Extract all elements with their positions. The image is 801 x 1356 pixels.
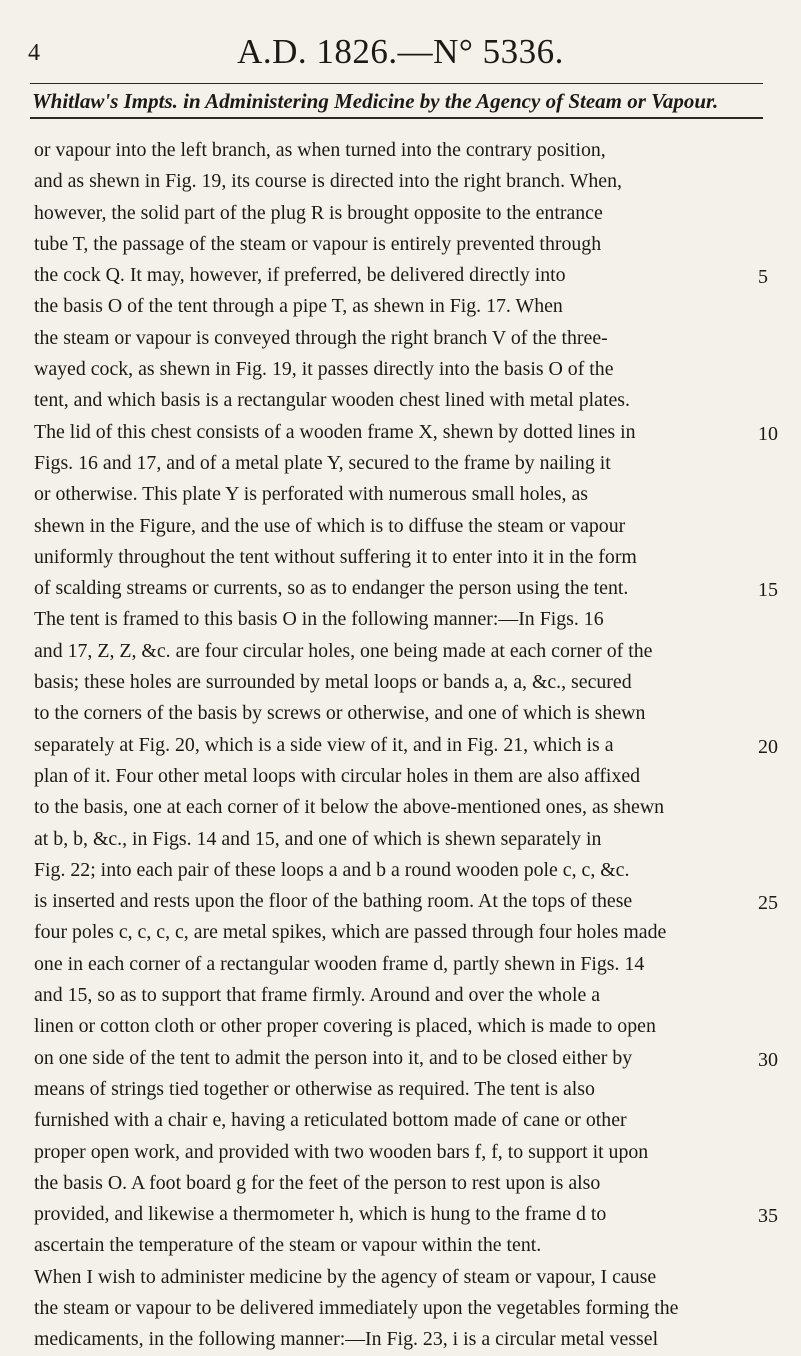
- text-line: tent, and which basis is a rectangular wooden chest lined with metal plates.: [34, 389, 630, 412]
- text-line: medicaments, in the following manner:—In Fig. 23, i is a circular metal vessel: [34, 1328, 659, 1351]
- text-line: on one side of the tent to admit the person into it, and to be closed either by: [34, 1046, 633, 1069]
- margin-line-number: 10: [758, 422, 778, 445]
- text-line: to the basis, one at each corner of it below the above-mentioned ones, as shewn: [34, 796, 665, 819]
- margin-line-number: 30: [758, 1048, 778, 1071]
- text-line: ascertain the temperature of the steam or vapour within the tent.: [34, 1234, 542, 1257]
- text-line: When I wish to administer medicine by the agency of steam or vapour, I cause: [34, 1265, 657, 1288]
- text-line: however, the solid part of the plug R is brought opposite to the entrance: [34, 201, 603, 224]
- text-line: and 15, so as to support that frame firmly. Around and over the whole a: [34, 984, 601, 1007]
- text-line: or vapour into the left branch, as when turned into the contrary position,: [34, 139, 606, 161]
- margin-line-number: 15: [758, 579, 778, 602]
- margin-line-number: 20: [758, 735, 778, 758]
- text-line: means of strings tied together or otherwise as required. The tent is also: [34, 1077, 595, 1100]
- text-line: Fig. 22; into each pair of these loops a and b a round wooden pole c, c, &c.: [34, 858, 630, 881]
- text-line: the steam or vapour is conveyed through the right branch V of the three-: [34, 326, 608, 349]
- margin-line-number: 5: [758, 266, 768, 289]
- text-line: and as shewn in Fig. 19, its course is directed into the right branch. When,: [34, 170, 622, 193]
- text-line: the basis O of the tent through a pipe T, as shewn in Fig. 17. When: [34, 295, 563, 318]
- text-line: at b, b, &c., in Figs. 14 and 15, and one of which is shewn separately in: [34, 827, 602, 850]
- text-line: four poles c, c, c, c, are metal spikes, which are passed through four holes made: [34, 921, 667, 944]
- text-line: linen or cotton cloth or other proper covering is placed, which is made to open: [34, 1015, 656, 1038]
- text-line: tube T, the passage of the steam or vapour is entirely prevented through: [34, 232, 602, 255]
- text-line: separately at Fig. 20, which is a side view of it, and in Fig. 21, which is a: [34, 733, 614, 756]
- text-line: the basis O. A foot board g for the feet of the person to rest upon is also: [34, 1171, 601, 1194]
- margin-line-number: 35: [758, 1205, 778, 1228]
- margin-line-number: 25: [758, 892, 778, 915]
- text-line: the cock Q. It may, however, if preferred, be delivered directly into: [34, 264, 566, 287]
- text-line: furnished with a chair e, having a reticulated bottom made of cane or other: [34, 1109, 627, 1132]
- text-line: proper open work, and provided with two wooden bars f, f, to support it upon: [34, 1140, 649, 1163]
- text-line: The tent is framed to this basis O in the following manner:—In Figs. 16: [34, 608, 604, 631]
- text-line: wayed cock, as shewn in Fig. 19, it passes directly into the basis O of the: [34, 358, 614, 381]
- text-line: or otherwise. This plate Y is perforated with numerous small holes, as: [34, 483, 588, 506]
- text-line: basis; these holes are surrounded by metal loops or bands a, a, &c., secured: [34, 671, 632, 694]
- page-number: 4: [28, 40, 40, 66]
- header-rule-top: [30, 83, 763, 84]
- text-line: to the corners of the basis by screws or otherwise, and one of which is shewn: [34, 702, 646, 725]
- text-line: the steam or vapour to be delivered immediately upon the vegetables forming the: [34, 1296, 679, 1319]
- text-line: uniformly throughout the tent without suffering it to enter into it in the form: [34, 545, 637, 568]
- text-line: is inserted and rests upon the floor of the bathing room. At the tops of these: [34, 890, 633, 913]
- text-line: Figs. 16 and 17, and of a metal plate Y, secured to the frame by nailing it: [34, 451, 611, 474]
- text-line: one in each corner of a rectangular wooden frame d, partly shewn in Figs. 14: [34, 952, 645, 975]
- header-rule-bottom: [30, 117, 763, 119]
- body-text: [34, 135, 760, 1356]
- text-line: and 17, Z, Z, &c. are four circular holes, one being made at each corner of the: [34, 639, 653, 662]
- running-title: Whitlaw's Impts. in Administering Medicine by the Agency of Steam or Vapour.: [32, 89, 719, 113]
- text-line: of scalding streams or currents, so as to endanger the person using the tent.: [34, 577, 629, 600]
- text-line: The lid of this chest consists of a wooden frame X, shewn by dotted lines in: [34, 420, 636, 443]
- text-line: shewn in the Figure, and the use of which is to diffuse the steam or vapour: [34, 514, 626, 537]
- page-header: A.D. 1826.—N° 5336.: [237, 32, 564, 71]
- text-line: provided, and likewise a thermometer h, which is hung to the frame d to: [34, 1203, 607, 1226]
- text-line: plan of it. Four other metal loops with circular holes in them are also affixed: [34, 764, 641, 787]
